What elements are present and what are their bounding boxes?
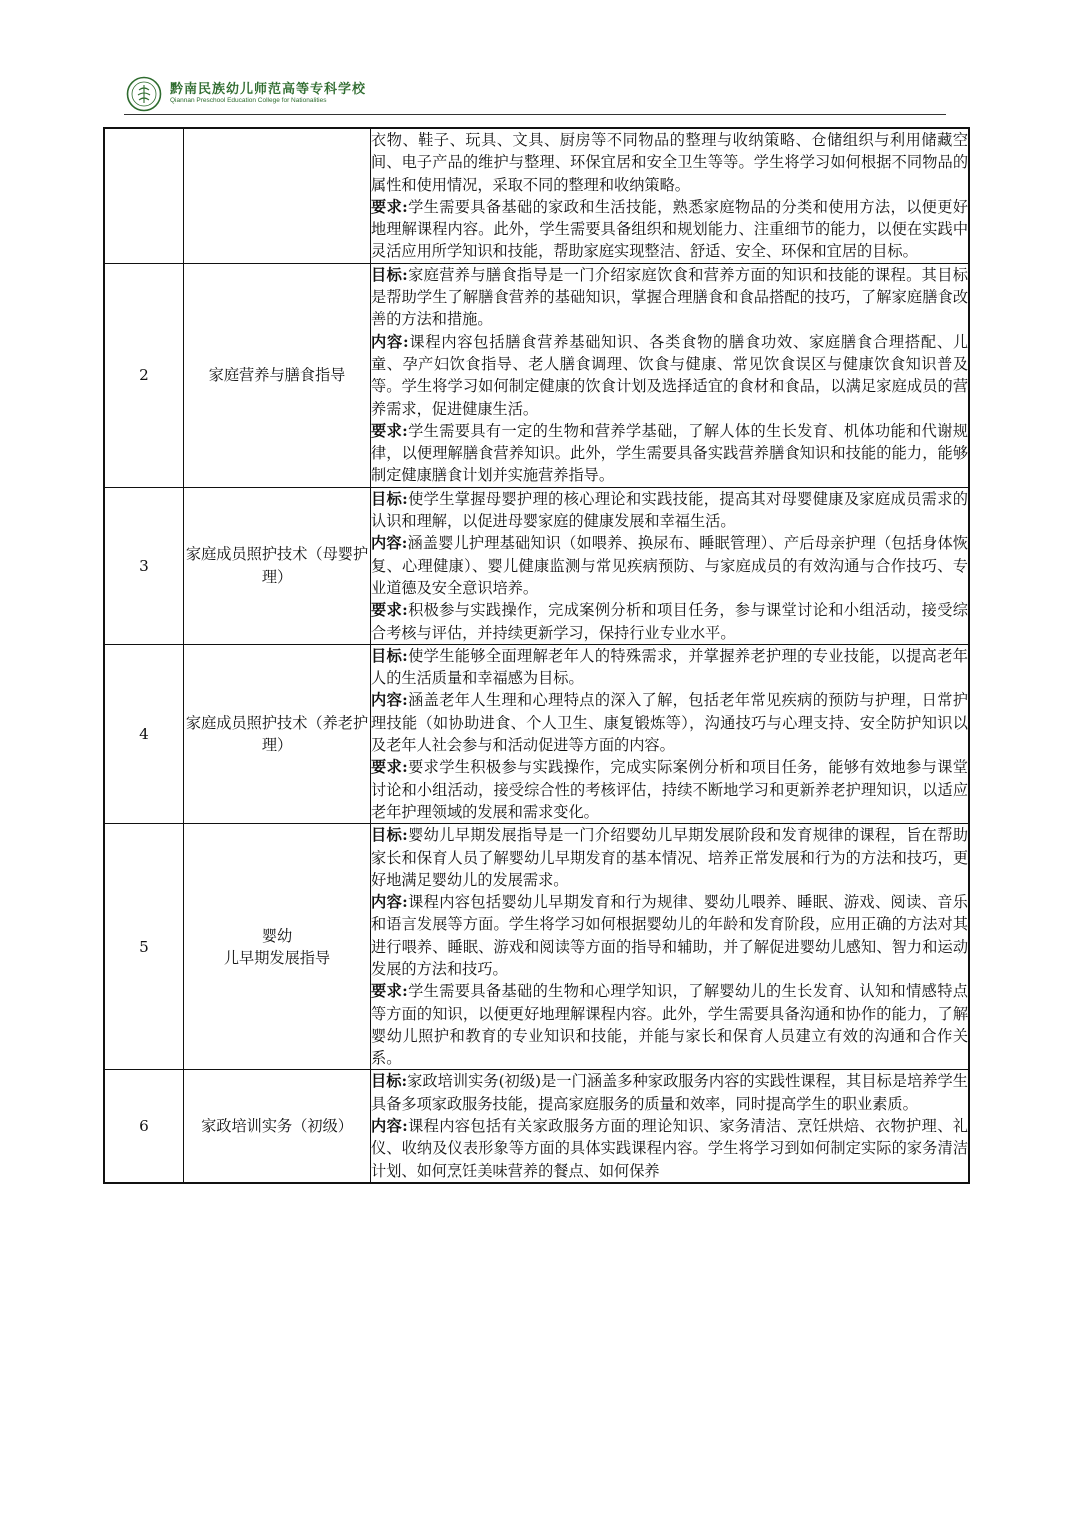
- description-paragraph: [371, 599, 968, 644]
- course-description: [371, 1070, 970, 1183]
- course-name: [184, 1070, 371, 1183]
- paragraph-text: 积极参与实践操作，完成案例分析和项目任务，参与课堂讨论和小组活动，接受综合考核与评估，并持续更新学习，保持行业专业水平。: [371, 601, 968, 642]
- paragraph-label: 目标:: [371, 489, 408, 508]
- course-name-line: 婴幼: [261, 926, 293, 945]
- description-paragraph: [371, 1070, 968, 1115]
- paragraph-text: 课程内容包括膳食营养基础知识、各类食物的膳食功效、家庭膳食合理搭配、儿童、孕产妇饮食指导、老人膳食调理、饮食与健康、常见饮食误区与健康饮食知识普及等。学生将学习如何制定健康的饮食计划及选择适宜的食材和食品，以满足家庭成员的营养需求，促进健康生活。: [371, 332, 969, 418]
- page-header: [124, 74, 946, 115]
- course-name-line: 儿早期发展指导: [223, 948, 331, 967]
- paragraph-text: 课程内容包括婴幼儿早期发育和行为规律、婴幼儿喂养、睡眠、游戏、阅读、音乐和语言发展等方面。学生将学习如何根据婴幼儿的年龄和发育阶段，应用正确的方法对其进行喂养、睡眠、游戏和阅读等方面的指导和辅助，并了解促进婴幼儿感知、智力和运动发展的方法和技巧。: [371, 893, 968, 978]
- paragraph-text: 衣物、鞋子、玩具、文具、厨房等不同物品的整理与收纳策略、仓储组织与利用储藏空间、电子产品的维护与整理、环保宜居和安全卫生等等。学生将学习如何根据不同物品的属性和使用情况，采取不同的整理和收纳策略。: [371, 131, 968, 194]
- course-name: [184, 263, 371, 487]
- course-description: [371, 128, 970, 263]
- paragraph-label: 要求:: [371, 758, 408, 777]
- course-description: [371, 487, 970, 644]
- course-table: [103, 127, 970, 1184]
- description-paragraph: [371, 331, 968, 420]
- course-row: [104, 128, 969, 263]
- paragraph-text: 使学生掌握母婴护理的核心理论和实践技能，提高其对母婴健康及家庭成员需求的认识和理解，以促进母婴家庭的健康发展和幸福生活。: [371, 489, 968, 531]
- paragraph-label: 要求:: [371, 982, 408, 1001]
- course-row: [104, 487, 969, 644]
- description-paragraph: [371, 980, 968, 1069]
- paragraph-text: 家政培训实务(初级)是一门涵盖多种家政服务内容的实践性课程，其目标是培养学生具备多项家政服务技能，提高家庭服务的质量和效率，同时提高学生的职业素质。: [371, 1072, 968, 1113]
- description-paragraph: [371, 420, 968, 487]
- paragraph-label: 内容:: [371, 534, 408, 553]
- school-seal-icon: [126, 76, 162, 112]
- paragraph-text: 家庭营养与膳食指导是一门介绍家庭饮食和营养方面的知识和技能的课程。其目标是帮助学生了解膳食营养的基础知识，掌握合理膳食和食品搭配的技巧，了解家庭膳食改善的方法和措施。: [371, 265, 968, 329]
- paragraph-text: 学生需要具备基础的家政和生活技能，熟悉家庭物品的分类和使用方法，以便更好地理解课程内容。此外，学生需要具备组织和规划能力、注重细节的能力，以便在实践中灵活应用所学知识和技能，帮助家庭实现整洁、舒适、安全、环保和宜居的目标。: [371, 197, 968, 261]
- school-name-cn: 黔南民族幼儿师范高等专科学校: [170, 82, 367, 97]
- course-number: 3: [104, 487, 184, 644]
- course-row: [104, 1070, 969, 1183]
- description-paragraph: [371, 645, 968, 690]
- paragraph-label: 目标:: [371, 646, 408, 665]
- paragraph-label: 要求:: [371, 197, 408, 216]
- course-row: [104, 644, 969, 823]
- description-paragraph: [371, 891, 968, 980]
- description-paragraph: [371, 129, 968, 196]
- course-name: [184, 128, 371, 263]
- paragraph-text: 涵盖婴儿护理基础知识（如喂养、换尿布、睡眠管理）、产后母亲护理（包括身体恢复、心理健康）、婴儿健康监测与常见疾病预防、与家庭成员的有效沟通与合作技巧、专业道德及安全意识培养。: [371, 534, 968, 597]
- course-row: [104, 263, 969, 487]
- paragraph-text: 课程内容包括有关家政服务方面的理论知识、家务清洁、烹饪烘焙、衣物护理、礼仪、收纳及仪表形象等方面的具体实践课程内容。学生将学习到如何制定实际的家务清洁计划、如何烹饪美味营养的餐点、如何保养: [371, 1117, 968, 1180]
- paragraph-text: 学生需要具备基础的生物和心理学知识，了解婴幼儿的生长发育、认知和情感特点等方面的知识，以便更好地理解课程内容。此外，学生需要具备沟通和协作的能力，了解婴幼儿照护和教育的专业知识和技能，并能与家长和保育人员建立有效的沟通和合作关系。: [371, 982, 968, 1068]
- paragraph-label: 目标:: [371, 265, 408, 284]
- description-paragraph: [371, 824, 968, 891]
- paragraph-label: 内容:: [371, 893, 408, 912]
- paragraph-label: 要求:: [371, 421, 408, 440]
- course-number: 6: [104, 1070, 184, 1183]
- paragraph-label: 要求:: [371, 601, 408, 620]
- course-number: 5: [104, 824, 184, 1070]
- paragraph-label: 内容:: [371, 332, 409, 351]
- course-description: [371, 824, 970, 1070]
- description-paragraph: [371, 488, 968, 533]
- description-paragraph: [371, 264, 968, 331]
- course-name: [184, 824, 371, 1070]
- course-name-line: 家庭成员照护技术（母婴护理）: [185, 545, 369, 586]
- course-number: 2: [104, 263, 184, 487]
- course-description: [371, 263, 970, 487]
- paragraph-label: 目标:: [371, 1072, 408, 1091]
- course-name-line: 家庭成员照护技术（养老护理）: [185, 713, 369, 755]
- paragraph-text: 婴幼儿早期发展指导是一门介绍婴幼儿早期发展阶段和发育规律的课程，旨在帮助家长和保育人员了解婴幼儿早期发育的基本情况、培养正常发展和行为的方法和技巧，更好地满足婴幼儿的发展需求。: [371, 826, 968, 889]
- course-row: [104, 824, 969, 1070]
- paragraph-text: 使学生能够全面理解老年人的特殊需求，并掌握养老护理的专业技能，以提高老年人的生活质量和幸福感为目标。: [371, 646, 968, 688]
- paragraph-label: 内容:: [371, 1117, 408, 1136]
- description-paragraph: [371, 689, 968, 756]
- course-name-line: 家庭营养与膳食指导: [208, 366, 346, 385]
- course-number: [104, 128, 184, 263]
- course-name: [184, 487, 371, 644]
- course-name-line: 家政培训实务（初级）: [201, 1117, 353, 1136]
- paragraph-label: 内容:: [371, 691, 408, 710]
- course-name: [184, 644, 371, 823]
- description-paragraph: [371, 196, 968, 263]
- paragraph-text: 要求学生积极参与实践操作，完成实际案例分析和项目任务，能够有效地参与课堂讨论和小组活动，接受综合性的考核评估，持续不断地学习和更新养老护理知识，以适应老年护理领域的发展和需求变化。: [371, 758, 968, 821]
- school-name-en: Qiannan Preschool Education College for Nationalities: [170, 97, 327, 104]
- description-paragraph: [371, 756, 968, 823]
- course-number: 4: [104, 644, 184, 823]
- description-paragraph: [371, 1115, 968, 1182]
- paragraph-text: 学生需要具有一定的生物和营养学基础，了解人体的生长发育、机体功能和代谢规律，以便理解膳食营养知识。此外，学生需要具备实践营养膳食知识和技能的能力，能够制定健康膳食计划并实施营养指导。: [371, 421, 968, 485]
- course-description: [371, 644, 970, 823]
- paragraph-label: 目标:: [371, 826, 408, 845]
- description-paragraph: [371, 532, 968, 599]
- paragraph-text: 涵盖老年人生理和心理特点的深入了解，包括老年常见疾病的预防与护理，日常护理技能（如协助进食、个人卫生、康复锻炼等），沟通技巧与心理支持、安全防护知识以及老年人社会参与和活动促进等方面的内容。: [371, 691, 968, 755]
